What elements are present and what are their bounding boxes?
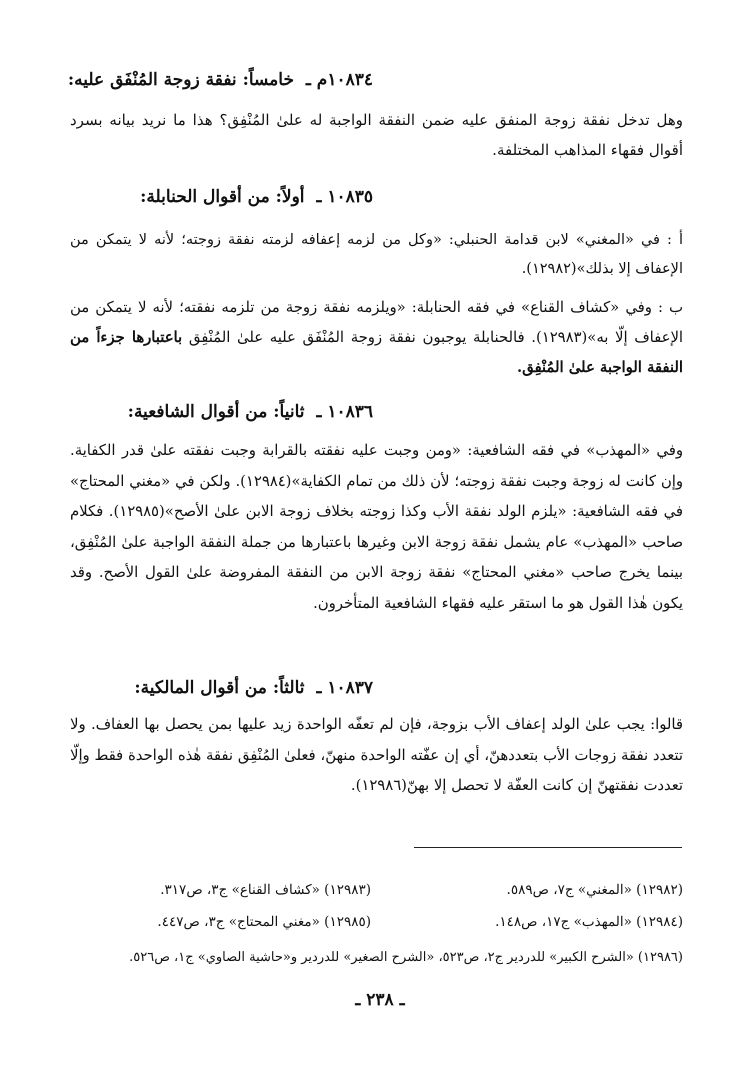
paragraph: وهل تدخل نفقة زوجة المنفق عليه ضمن النفقة الواجبة له علىٰ المُنْفِق؟ هذا ما نريد بيانه بسرد أقوال فقهاء المذاهب المختلفة.	[70, 111, 683, 159]
footnote: (١٢٩٨٣) «كشاف القناع» ج٣، ص٣١٧.	[160, 882, 371, 898]
paragraph: قالوا: يجب علىٰ الولد إعفاف الأب بزوجة، فإن لم تعفّه الواحدة زيد عليها بمن يحصل بها العفاف. ولا تتعدد نفقة زوجات الأب بتعددهنّ، أي إن عفّته الواحدة منهنّ، فعلىٰ المُنْفِق نفقة هٰذه الواحدة فقط وإلّا تعددت نفقتهنّ إن كانت العفّة لا تحصل إلا بهنّ(١٢٩٨٦).	[70, 716, 683, 794]
section-number: ١٠٨٣٧ ـ	[316, 678, 373, 698]
section-title: أولاً: من أقوال الحنابلة:	[140, 187, 305, 207]
section-number: ١٠٨٣٦ ـ	[316, 402, 373, 422]
section-heading	[43, 185, 373, 209]
section-heading	[43, 400, 373, 424]
section-heading	[43, 68, 373, 92]
footnote: (١٢٩٨٥) «مغني المحتاج» ج٣، ص٤٤٧.	[157, 914, 371, 930]
paragraph: أ : في «المغني» لابن قدامة الحنبلي: «وكل من لزمه إعفافه لزمته نفقة زوجته؛ لأنه لا يتمكن من الإعفاف إلا بذلك»(١٢٩٨٢).	[70, 232, 683, 277]
footnote: (١٢٩٨٢) «المغني» ج٧، ص٥٨٩.	[506, 882, 683, 898]
section-title: ثالثاً: من أقوال المالكية:	[134, 678, 305, 698]
paragraph: وفي «المهذب» في فقه الشافعية: «ومن وجبت عليه نفقته بالقرابة وجبت نفقته علىٰ قدر الكفاية. وإن كانت له زوجة وجبت نفقة زوجته؛ لأن ذلك من تمام الكفاية»(١٢٩٨٤). ولكن في «مغني المحتاج» في فقه الشافعية: «يلزم الولد نفقة الأب وكذا زوجته بخلاف زوجة الابن علىٰ الأصح»(١٢٩٨٥). فكلام صاحب «المهذب» عام يشمل نفقة زوجة الابن وغيرها باعتبارها من جملة النفقة الواجبة علىٰ المُنْفِق، بينما يخرج صاحب «مغني المحتاج» نفقة زوجة الابن من النفقة المفروضة علىٰ القول الأصح. وقد يكون هٰذا القول هو ما استقر عليه فقهاء الشافعية المتأخرون.	[70, 442, 683, 612]
section-title: ثانياً: من أقوال الشافعية:	[127, 402, 305, 422]
section-title: خامساً: نفقة زوجة المُنْفَق عليه:	[67, 70, 294, 90]
footnote: (١٢٩٨٤) «المهذب» ج١٧، ص١٤٨.	[495, 914, 683, 930]
footnote: (١٢٩٨٦) «الشرح الكبير» للدردير ج٢، ص٥٢٣، «الشرح الصغير» للدردير و«حاشية الصاوي» ج١، ص٥٢٦.	[129, 950, 683, 965]
section-number: ١٠٨٣٤م ـ	[305, 70, 373, 90]
section-heading	[43, 676, 373, 700]
section-number: ١٠٨٣٥ ـ	[316, 187, 373, 207]
paragraph-text: ب : وفي «كشاف القناع» في فقه الحنابلة: «ويلزمه نفقة زوجة من تلزمه نفقته؛ لأنه لا يتمكن من الإعفاف إلّا به»(١٢٩٨٣). فالحنابلة يوجبون نفقة زوجة المُنْفَق عليه علىٰ المُنْفِق	[70, 299, 683, 346]
paragraph-emphasis: باعتبارها جزءاً من النفقة الواجبة علىٰ المُنْفِق.	[70, 329, 683, 376]
page-number: ـ ٢٣٨ ـ	[355, 990, 405, 1010]
paragraph	[70, 293, 683, 383]
footnote-separator	[414, 847, 682, 848]
